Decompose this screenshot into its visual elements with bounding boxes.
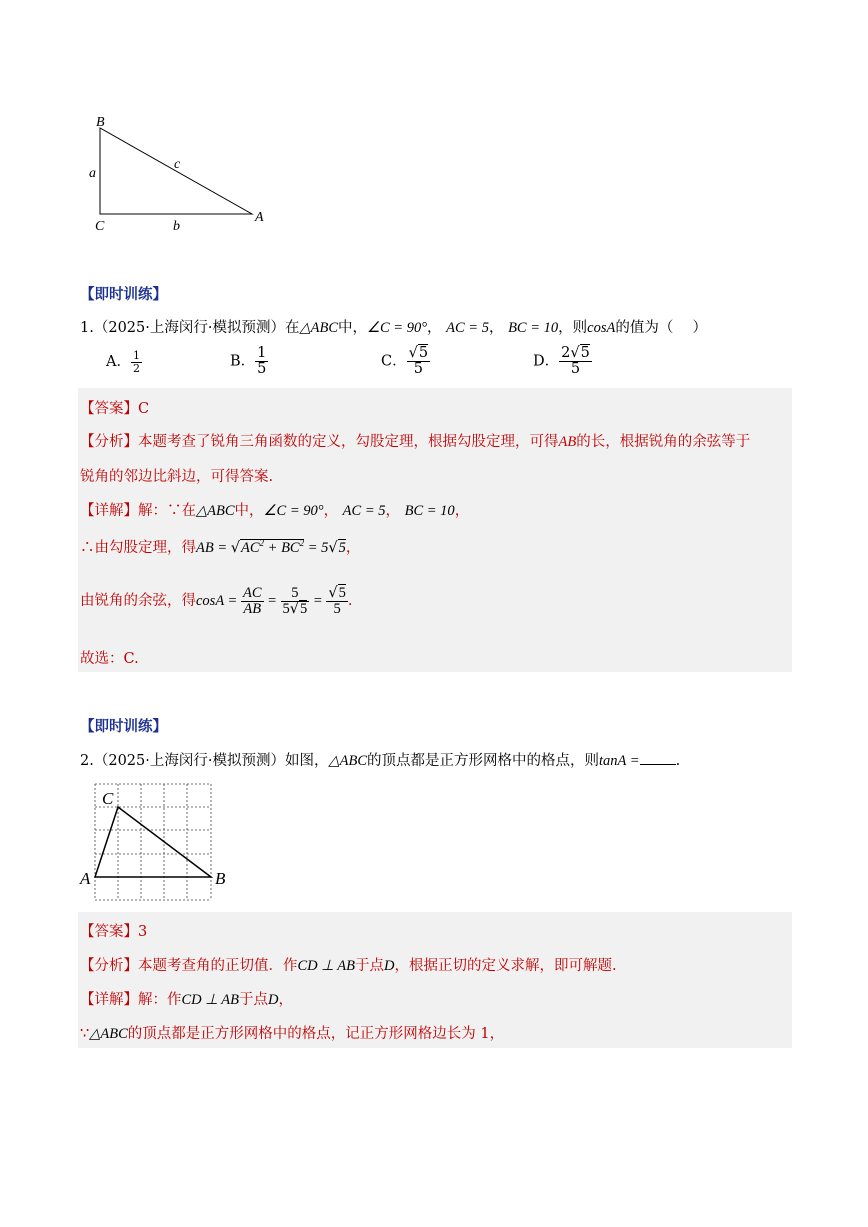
q2-number: 2. bbox=[80, 753, 94, 769]
q1-option-c[interactable]: C． $\frac{√5}{5}$ bbox=[381, 345, 429, 378]
q2-source: （2025·上海闵行·模拟预测） bbox=[93, 753, 285, 769]
q1-cos: cosA bbox=[587, 320, 616, 336]
detail-text-1b: 中， bbox=[234, 503, 264, 519]
q2-detail-text-2b: 的顶点都是正方形网格中的格点，记正方形网格边长为 1， bbox=[127, 1026, 505, 1042]
q1-stem-tail: 的值为（ ） bbox=[615, 320, 707, 336]
q2-answer-value: 3 bbox=[138, 924, 148, 940]
q2-detail-d: D bbox=[267, 992, 279, 1008]
q1-stem-end: ，则 bbox=[558, 320, 588, 336]
q2-detail-2 bbox=[80, 1022, 504, 1043]
q1-number: 1. bbox=[80, 320, 94, 336]
grid-label-b: B bbox=[215, 869, 226, 888]
answer-value: C bbox=[138, 401, 150, 417]
q1-stem: 1.（2025·上海闵行·模拟预测）在△ABC中，∠C = 90°， AC = 5， BC = 10，则cosA的值为（ ） bbox=[80, 320, 707, 336]
option-a-num: 1 bbox=[132, 349, 140, 362]
q1-answer bbox=[80, 397, 149, 418]
q2-end: . bbox=[675, 753, 681, 769]
q1-cond-ac: AC = 5 bbox=[446, 320, 489, 336]
vertex-label-c: C bbox=[95, 219, 105, 234]
grid-triangle-abc bbox=[95, 807, 211, 877]
q2-stem-text: 如图， bbox=[284, 753, 329, 769]
analysis-text-2: 的长，根据锐角的余弦等于 bbox=[576, 434, 751, 450]
q2-detail-text-1: 解：作 bbox=[138, 992, 182, 1008]
q1-stem-pre: 在 bbox=[284, 320, 300, 336]
side-label-c: c bbox=[174, 157, 181, 172]
q2-detail-text-2: ∵ bbox=[80, 1026, 90, 1042]
grid-triangle-figure bbox=[78, 782, 238, 904]
q2-analysis-cd: CD ⊥ AB bbox=[297, 958, 355, 974]
q2-analysis-text-1: 本题考查角的正切值．作 bbox=[138, 958, 298, 974]
q2-detail-cd: CD ⊥ AB bbox=[181, 992, 239, 1008]
option-d-num: 5 bbox=[580, 345, 590, 361]
detail-text-3: 由锐角的余弦，得 bbox=[80, 593, 196, 610]
option-b-den: 5 bbox=[257, 361, 267, 378]
option-b-num: 1 bbox=[257, 345, 267, 361]
side-label-a: a bbox=[89, 166, 96, 181]
detail-cond-ac: AC = 5 bbox=[342, 503, 386, 519]
q2-triangle: △ABC bbox=[328, 753, 368, 769]
option-d-den: 5 bbox=[570, 361, 581, 378]
vertex-label-a: A bbox=[255, 210, 264, 225]
q2-analysis bbox=[80, 954, 617, 975]
side-label-b: b bbox=[173, 219, 180, 234]
q2-detail-triangle: △ABC bbox=[89, 1026, 128, 1042]
right-triangle-figure bbox=[80, 110, 280, 240]
q2-analysis-tag: 【分析】 bbox=[80, 958, 138, 974]
q2-analysis-text-2: 于点 bbox=[354, 958, 384, 974]
detail-tag: 【详解】 bbox=[80, 503, 138, 519]
option-c-label: C． bbox=[381, 353, 407, 370]
q1-analysis bbox=[80, 430, 750, 451]
vertex-label-b: B bbox=[96, 115, 105, 130]
q1-detail-3: 由锐角的余弦，得cosA = $\frac{AC}{AB}$ = $\frac{5}{5√5}$ = $\frac{√5}{5}$ . bbox=[80, 585, 353, 618]
option-d-label: D． bbox=[533, 353, 560, 370]
grid-label-c: C bbox=[102, 789, 114, 808]
q1-option-d[interactable]: D． $\frac{2√5}{5}$ bbox=[533, 345, 590, 378]
q2-stem-text-2: 的顶点都是正方形网格中的格点，则 bbox=[367, 753, 600, 769]
detail-triangle: △ABC bbox=[196, 503, 235, 519]
q1-detail-4: 故选：C. bbox=[80, 651, 139, 667]
option-c-den: 5 bbox=[413, 361, 423, 378]
q1-option-b[interactable] bbox=[230, 346, 268, 377]
q2-heading: 【即时训练】 bbox=[80, 718, 167, 735]
q2-detail-1 bbox=[80, 988, 293, 1009]
detail-text-1: 解：∵在 bbox=[138, 503, 196, 519]
q1-detail-1: 【详解】解：∵在△ABC中，∠C = 90°， AC = 5， BC = 10， bbox=[80, 503, 470, 519]
q1-cond-c: ∠C = 90° bbox=[367, 320, 428, 336]
option-a-den: 2 bbox=[132, 361, 140, 375]
analysis-tag: 【分析】 bbox=[80, 434, 138, 450]
q2-analysis-d: D bbox=[383, 958, 395, 974]
q2-answer-tag: 【答案】 bbox=[80, 924, 138, 940]
q2-answer-blank[interactable] bbox=[640, 752, 676, 765]
pythagoras-eq: AB = $√AC^2 + BC^2 = 5√5$ bbox=[196, 538, 346, 556]
q1-cond-bc: BC = 10 bbox=[508, 320, 559, 336]
option-b-label: B． bbox=[230, 353, 256, 370]
analysis-text-1: 本题考查了锐角三角函数的定义，勾股定理，根据勾股定理，可得 bbox=[138, 434, 559, 450]
grid-label-a: A bbox=[80, 869, 91, 888]
answer-tag: 【答案】 bbox=[80, 401, 138, 417]
analysis-ab: AB bbox=[558, 434, 577, 450]
detail-cond-bc: BC = 10 bbox=[404, 503, 455, 519]
detail-text-2: ∴由勾股定理，得 bbox=[80, 540, 196, 556]
q1-heading: 【即时训练】 bbox=[80, 286, 167, 303]
q1-stem-mid: 中， bbox=[338, 320, 368, 336]
q2-detail-tag: 【详解】 bbox=[80, 992, 138, 1008]
q2-detail-text-1b: 于点 bbox=[238, 992, 268, 1008]
q1-option-a[interactable] bbox=[106, 350, 142, 374]
cos-eq: cosA = $\frac{AC}{AB}$ = $\frac{5}{5√5}$ = $\frac{√5}{5}$ bbox=[196, 585, 346, 618]
q2-tan: tanA = bbox=[599, 753, 640, 769]
option-c-num: 5 bbox=[418, 345, 429, 361]
q2-stem bbox=[80, 749, 680, 770]
option-d-coef: 2 bbox=[561, 345, 571, 361]
q1-source: （2025·上海闵行·模拟预测） bbox=[93, 320, 285, 336]
q2-answer bbox=[80, 920, 147, 941]
q1-triangle: △ABC bbox=[299, 320, 339, 336]
detail-cond-c: ∠C = 90° bbox=[263, 503, 324, 519]
q1-analysis-cont: 锐角的邻边比斜边，可得答案. bbox=[80, 469, 274, 485]
option-a-label: A． bbox=[106, 354, 131, 371]
q2-analysis-text-3: ，根据正切的定义求解，即可解题. bbox=[394, 958, 617, 974]
q1-detail-2: ∴由勾股定理，得AB = $√AC^2 + BC^2 = 5√5$， bbox=[80, 538, 361, 556]
q2-detail-text-1c: ， bbox=[278, 992, 293, 1008]
